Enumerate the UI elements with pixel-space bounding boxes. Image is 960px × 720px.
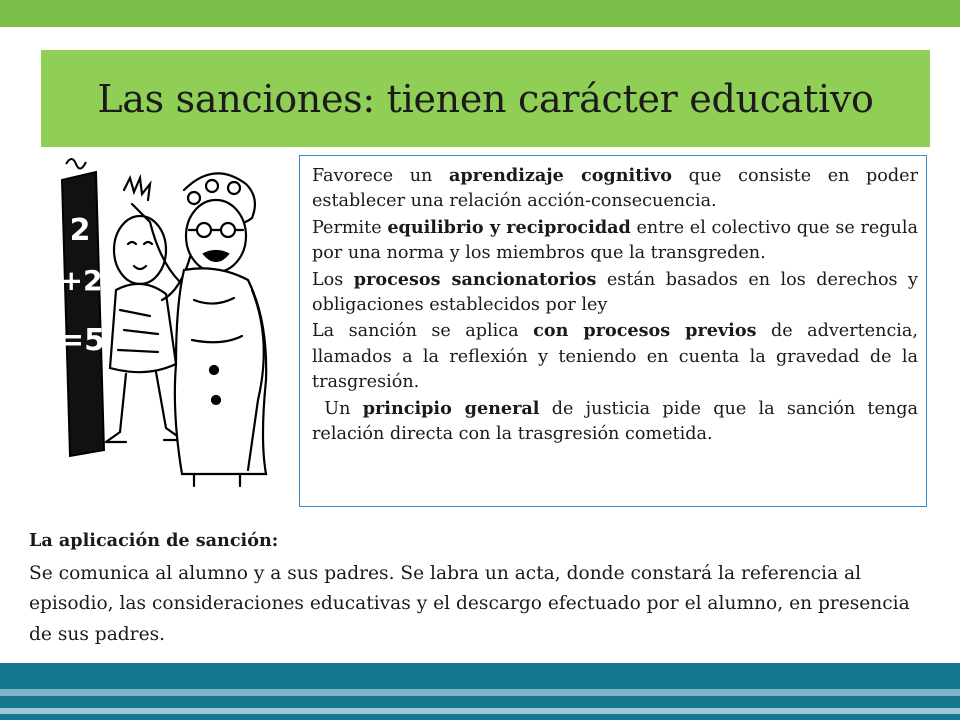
paragraph-1	[312, 163, 918, 215]
top-accent-bar	[0, 0, 960, 27]
sanction-application-section	[29, 526, 929, 650]
p4-text-bold: con procesos previos	[533, 320, 757, 342]
p4-text-post: de advertencia, llamados a la reflexión y teniendo en cuenta la gravedad de la trasgresión.	[312, 321, 919, 393]
footer-stripe	[0, 708, 960, 714]
p5-text-pre: Un	[312, 398, 363, 419]
footer-stripe	[0, 689, 960, 696]
p2-text-bold: equilibrio y reciprocidad	[387, 216, 631, 238]
p5-text-post: de justicia pide que la sanción tenga relación directa con la trasgresión cometida.	[312, 398, 918, 445]
cartoon-illustration	[44, 150, 284, 490]
p3-text-bold: procesos sancionatorios	[353, 268, 597, 290]
p5-text-bold: principio general	[362, 397, 540, 419]
blackboard-line-3: =5	[58, 323, 106, 358]
paragraph-4	[312, 318, 918, 395]
p3-text-post: están basados en los derechos y obligaciones establecidos por ley	[312, 269, 918, 316]
p2-text-pre: Permite	[312, 217, 388, 238]
p1-text-post: que consiste en poder establecer una relación acción-consecuencia.	[312, 166, 918, 212]
content-textbox	[299, 155, 927, 507]
p1-text-pre: Favorece un	[312, 166, 449, 186]
title-band	[41, 50, 930, 147]
teacher-scolding-student-icon	[44, 150, 284, 490]
paragraph-3	[312, 267, 918, 319]
section-heading: La aplicación de sanción:	[29, 530, 279, 551]
p2-text-post: entre el colectivo que se regula por una norma y los miembros que la transgreden.	[312, 217, 918, 264]
p1-text-bold: aprendizaje cognitivo	[448, 165, 672, 186]
p3-text-pre: Los	[312, 269, 354, 290]
paragraph-5	[312, 396, 918, 448]
paragraph-2	[312, 215, 918, 267]
blackboard-line-2: +2	[59, 264, 103, 297]
p4-text-pre: La sanción se aplica	[312, 321, 534, 342]
blackboard-line-1: 2	[69, 213, 91, 248]
slide-title: Las sanciones: tienen carácter educativo	[97, 76, 874, 121]
section-body: Se comunica al alumno y a sus padres. Se labra un acta, donde constará la referencia al episodio, las consideraciones educativas y el descargo efectuado por el alumno, en presencia de sus padres.	[29, 562, 910, 645]
